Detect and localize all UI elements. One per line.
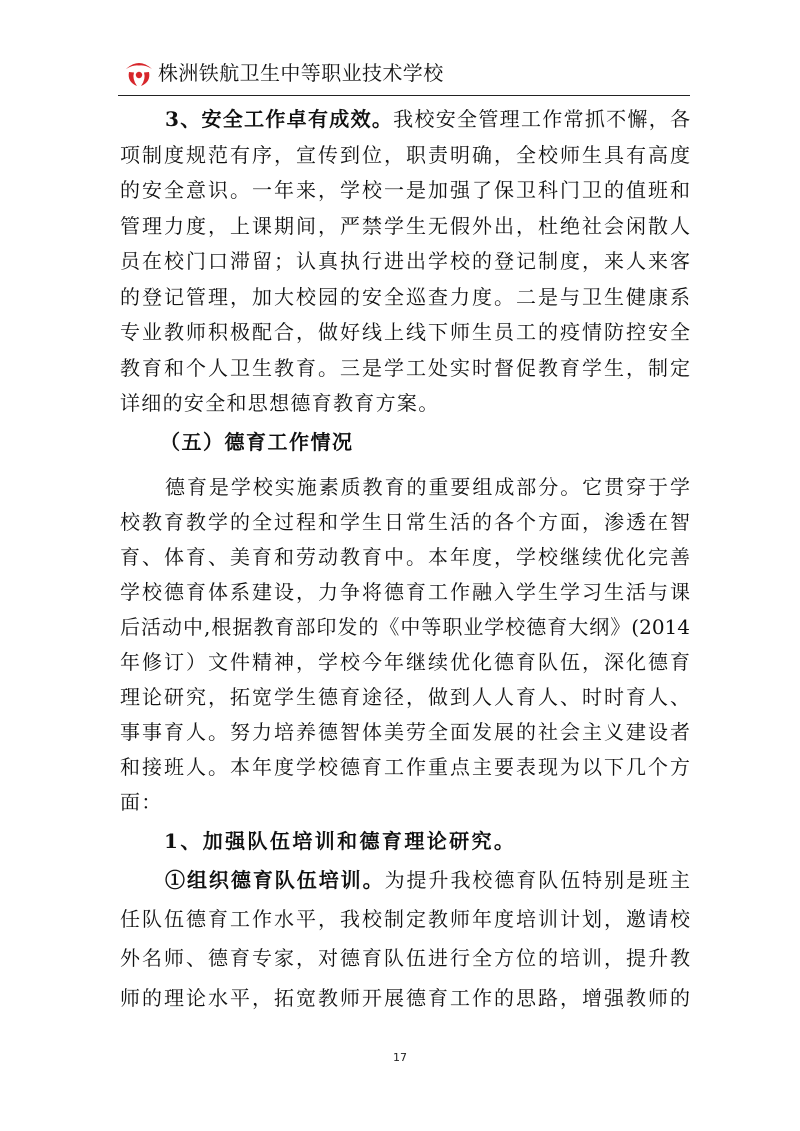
moral-paragraph-line: 面： [120,790,163,814]
safety-paragraph-line: 项制度规范有序，宣传到位，职责明确，全校师生具有高度 [120,143,690,167]
moral-paragraph-line: 年修订）文件精神，学校今年继续优化德育队伍，深化德育 [120,650,690,674]
page-number: 17 [393,1051,407,1064]
moral-paragraph-line: 和接班人。本年度学校德育工作重点主要表现为以下几个方 [120,755,690,779]
training-item-line: 外名师、德育专家，对德育队伍进行全方位的培训，提升教 [120,946,690,970]
moral-paragraph-line: 德育是学校实施素质教育的重要组成部分。它贯穿于学 [165,475,690,499]
moral-paragraph-line: 后活动中,根据教育部印发的《中等职业学校德育大纲》(2014 [120,615,690,639]
school-logo-icon [123,60,155,88]
safety-paragraph-line [165,101,690,137]
training-line-text: 为提升我校德育队伍特别是班主 [384,868,691,892]
subsection-title-training: 1、加强队伍培训和德育理论研究。 [164,829,517,853]
training-item-line: 任队伍德育工作水平，我校制定教师年度培训计划，邀请校 [120,907,690,931]
header-divider [118,95,690,96]
moral-paragraph-line: 理论研究，拓宽学生德育途径，做到人人育人、时时育人、 [120,685,690,709]
safety-heading-lead: 3、安全工作卓有成效。 [165,107,394,131]
training-item-line: 师的理论水平，拓宽教师开展德育工作的思路，增强教师的 [120,986,690,1010]
training-item-line [165,862,690,898]
safety-paragraph-line: 专业教师积极配合，做好线上线下师生员工的疫情防控安全 [120,320,690,344]
moral-paragraph-line: 学校德育体系建设，力争将德育工作融入学生学习生活与课 [120,580,690,604]
section-heading-moral-education: （五）德育工作情况 [160,430,354,454]
safety-paragraph-line: 管理力度，上课期间，严禁学生无假外出，杜绝社会闲散人 [120,214,690,238]
safety-paragraph-line: 详细的安全和思想德育教育方案。 [120,391,440,415]
training-item-lead: ①组织德育队伍培训。 [165,868,385,892]
moral-paragraph-line: 育、体育、美育和劳动教育中。本年度，学校继续优化完善 [120,545,690,569]
safety-paragraph-line: 的安全意识。一年来，学校一是加强了保卫科门卫的值班和 [120,178,690,202]
moral-paragraph-line: 事事育人。努力培养德智体美劳全面发展的社会主义建设者 [120,720,690,744]
safety-paragraph-line: 教育和个人卫生教育。三是学工处实时督促教育学生，制定 [120,356,690,380]
safety-paragraph-line: 的登记管理，加大校园的安全巡查力度。二是与卫生健康系 [120,285,690,309]
moral-paragraph-line: 校教育教学的全过程和学生日常生活的各个方面，渗透在智 [120,510,690,534]
school-name: 株洲铁航卫生中等职业技术学校 [158,61,444,85]
safety-line-text: 我校安全管理工作常抓不懈，各 [393,107,691,131]
safety-paragraph-line: 员在校门口滞留；认真执行进出学校的登记制度，来人来客 [120,249,690,273]
